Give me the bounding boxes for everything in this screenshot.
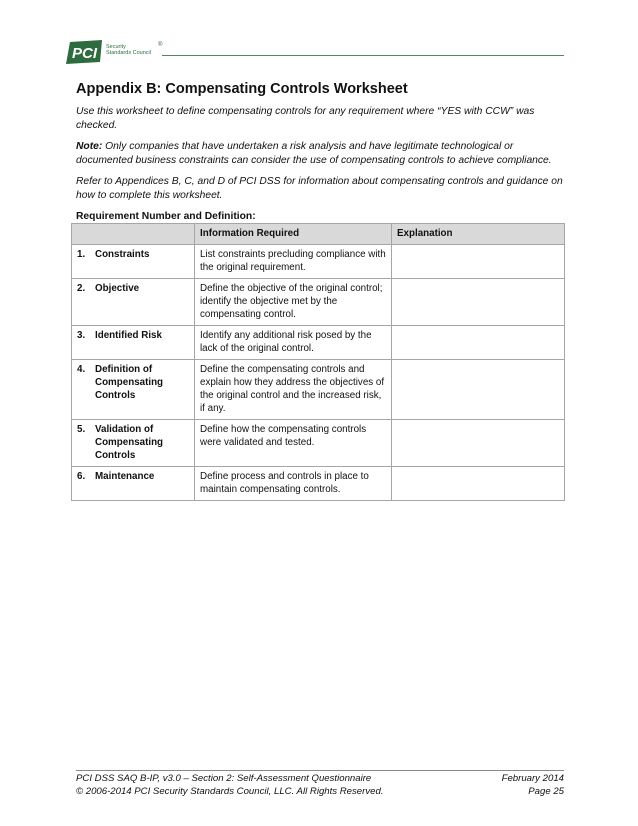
row-label: [72, 420, 195, 467]
footer-copyright: © 2006-2014 PCI Security Standards Council, LLC. All Rights Reserved.: [76, 785, 384, 797]
note-paragraph: [76, 140, 564, 168]
row-info: Define how the compensating controls were validated and tested.: [195, 420, 392, 467]
compensating-controls-table: [71, 223, 565, 501]
row-label: [72, 360, 195, 420]
row-explanation[interactable]: [392, 420, 565, 467]
pci-logo: [66, 38, 166, 68]
row-explanation[interactable]: [392, 326, 565, 360]
footer-row-2: [76, 786, 564, 799]
table-row: [72, 245, 565, 279]
row-explanation[interactable]: [392, 467, 565, 501]
logo-text: [106, 44, 151, 56]
row-number: 2.: [77, 283, 86, 294]
row-label-text: Identified Risk: [95, 330, 162, 341]
row-label: [72, 279, 195, 326]
refer-text: Refer to Appendices B, C, and D of PCI DSS for information about compensating controls and guidance on how to complete this worksheet.: [76, 176, 563, 201]
row-label-text: Definition of Compensating Controls: [95, 364, 164, 401]
table-header-row: [72, 224, 565, 245]
table-row: [72, 420, 565, 467]
footer-document-title: PCI DSS SAQ B-IP, v3.0 – Section 2: Self-Assessment Questionnaire: [76, 773, 372, 784]
row-number: 5.: [77, 424, 86, 435]
row-info: Define process and controls in place to maintain compensating controls.: [195, 467, 392, 501]
page-title: Appendix B: Compensating Controls Worksheet: [76, 81, 408, 97]
row-number: 6.: [77, 471, 86, 482]
row-label-text: Objective: [95, 283, 140, 294]
row-label: [72, 326, 195, 360]
row-label: [72, 467, 195, 501]
note-text: Only companies that have undertaken a risk analysis and have legitimate technological or documented business constraints can consider the use of compensating controls to achieve compliance.: [76, 141, 552, 166]
table-row: [72, 467, 565, 501]
row-label: [72, 245, 195, 279]
svg-text:PCI: PCI: [72, 45, 98, 62]
footer-page-number: Page 25: [528, 785, 564, 797]
note-label: Note:: [76, 141, 103, 152]
intro-text: Use this worksheet to define compensating controls for any requirement where “YES with CCW” was checked.: [76, 106, 535, 131]
footer-date: February 2014: [501, 773, 564, 784]
header-blank: [72, 224, 195, 245]
row-label-text: Maintenance: [95, 471, 155, 482]
page-footer: [76, 770, 564, 798]
row-number: 1.: [77, 249, 86, 260]
main-content: [76, 80, 564, 234]
row-info: Define the compensating controls and explain how they address the objectives of the original control and the increased risk, if any.: [195, 360, 392, 420]
header-explanation: Explanation: [392, 224, 565, 245]
page-header: [66, 38, 564, 68]
logo-text-line2: Standards Council: [106, 50, 151, 56]
row-number: 3.: [77, 330, 86, 341]
logo-text-line1: Security: [106, 44, 126, 50]
row-label-text: Validation of Compensating Controls: [95, 424, 164, 461]
table-row: [72, 326, 565, 360]
row-info: Identify any additional risk posed by the lack of the original control.: [195, 326, 392, 360]
registered-mark: ®: [158, 42, 163, 48]
footer-row-1: [76, 773, 564, 786]
pci-logo-icon: [66, 40, 104, 64]
row-info: List constraints precluding compliance with the original requirement.: [195, 245, 392, 279]
row-label-text: Constraints: [95, 249, 150, 260]
requirement-definition-label: Requirement Number and Definition:: [76, 211, 256, 222]
header-rule: [162, 55, 564, 56]
row-explanation[interactable]: [392, 245, 565, 279]
row-number: 4.: [77, 364, 86, 375]
row-explanation[interactable]: [392, 279, 565, 326]
table-row: [72, 279, 565, 326]
header-information-required: Information Required: [195, 224, 392, 245]
table-row: [72, 360, 565, 420]
row-info: Define the objective of the original control; identify the objective met by the compensating control.: [195, 279, 392, 326]
row-explanation[interactable]: [392, 360, 565, 420]
